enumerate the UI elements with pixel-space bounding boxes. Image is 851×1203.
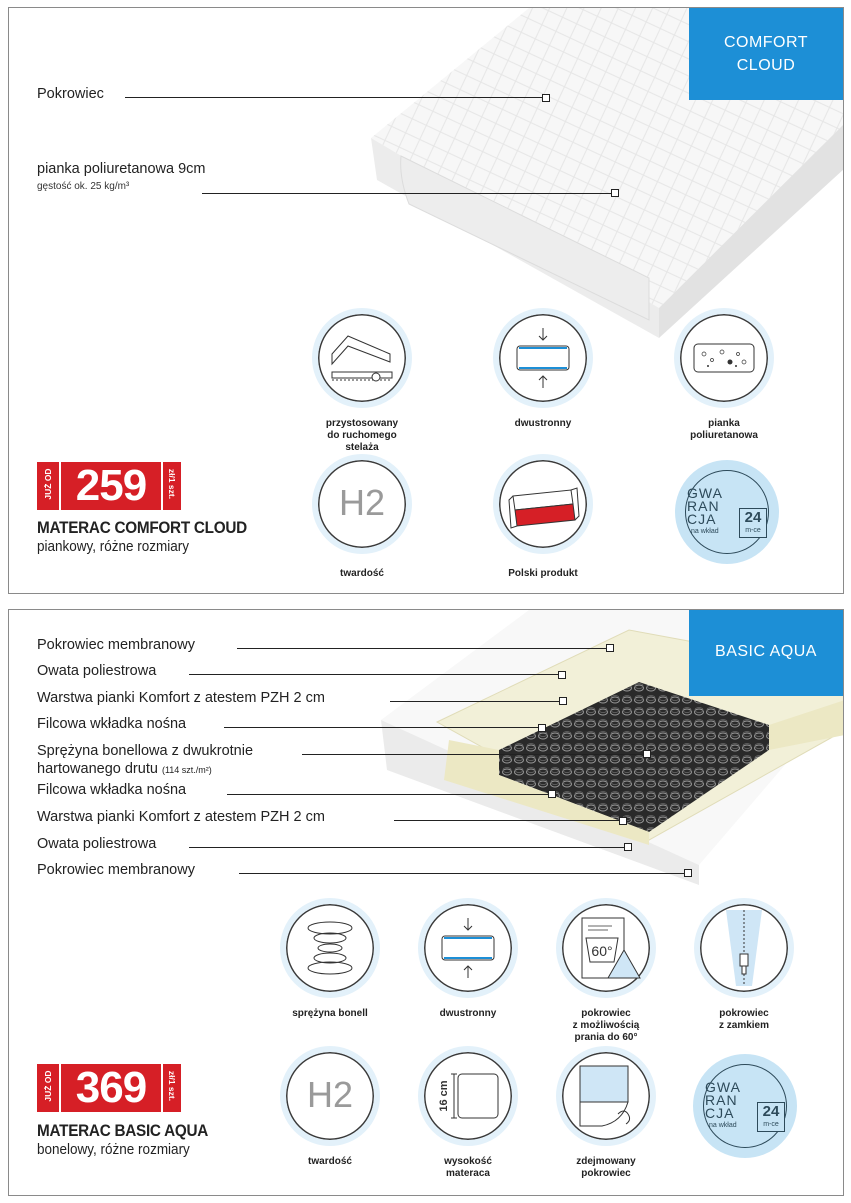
leader-dot xyxy=(548,790,556,798)
layer-label-line2: hartowanego drutu (114 szt./m²) xyxy=(37,761,212,777)
leader-dot xyxy=(559,697,567,705)
hardness-icon xyxy=(312,454,412,554)
layer-label: Pokrowiec membranowy xyxy=(37,637,195,653)
feature-label: zdejmowany pokrowiec xyxy=(576,1156,636,1179)
price-suffix: zł/1 szt. xyxy=(167,1070,177,1102)
feature-label: dwustronny xyxy=(514,418,572,429)
double-sided-icon xyxy=(424,904,512,992)
feature-label: przystosowany do ruchomego stelaża xyxy=(325,418,399,453)
layer-label: Filcowa wkładka nośna xyxy=(37,716,187,732)
warranty-number: 24 xyxy=(744,509,762,526)
feature-hardness xyxy=(297,454,427,580)
leader-dot xyxy=(643,750,651,758)
height-icon xyxy=(424,1052,512,1140)
price-prefix: JUŻ OD xyxy=(43,468,53,500)
foam-icon xyxy=(680,314,768,402)
leader-line xyxy=(394,820,620,821)
feature-polish-product xyxy=(478,454,608,580)
badge-line-1: BASIC AQUA xyxy=(715,643,817,660)
leader-line xyxy=(202,193,612,194)
spring-icon xyxy=(286,904,374,992)
wash-temp: 60° xyxy=(591,943,613,959)
warranty-number: 24 xyxy=(762,1103,780,1120)
price-prefix: JUŻ OD xyxy=(43,1070,53,1102)
leader-dot xyxy=(606,644,614,652)
leader-line xyxy=(189,847,625,848)
feature-label: twardość xyxy=(308,1156,352,1167)
feature-label: pokrowiec z możliwością prania do 60° xyxy=(572,1008,640,1043)
warranty-text: GWA RAN CJA xyxy=(687,485,723,527)
feature-zipper-cover xyxy=(679,898,809,1032)
layer-label: Owata poliestrowa xyxy=(37,663,157,679)
feature-label: sprężyna bonell xyxy=(292,1008,368,1019)
leader-dot xyxy=(619,817,627,825)
warranty-months-box xyxy=(757,1102,785,1132)
layer-label: Filcowa wkładka nośna xyxy=(37,782,187,798)
feature-label: Polski produkt xyxy=(508,568,578,579)
zipper-icon xyxy=(700,904,788,992)
leader-dot xyxy=(538,724,546,732)
feature-label: pokrowiec z zamkiem xyxy=(718,1008,770,1031)
layer-label: pianka poliuretanowa 9cm xyxy=(37,161,206,177)
warranty-months-box xyxy=(739,508,767,538)
warranty-badge xyxy=(675,460,779,564)
layer-label: Sprężyna bonellowa z dwukrotnie xyxy=(37,743,254,759)
adjustable-bed-icon xyxy=(318,314,406,402)
layer-note: (114 szt./m²) xyxy=(161,765,212,775)
feature-height xyxy=(403,1046,533,1180)
product-name: MATERAC BASIC AQUA xyxy=(37,1121,209,1140)
double-sided-icon xyxy=(499,314,587,402)
product-card-basic-aqua xyxy=(8,609,844,1196)
badge-line-1: COMFORT xyxy=(723,34,809,51)
feature-double-sided xyxy=(403,898,533,1020)
layer-label: Pokrowiec xyxy=(37,86,104,102)
feature-double-sided xyxy=(478,308,608,430)
hardness-value: H2 xyxy=(306,1074,354,1115)
warranty-unit: m-ce xyxy=(763,1121,779,1128)
feature-label: dwustronny xyxy=(439,1008,497,1019)
warranty-small: na wkład xyxy=(709,1122,737,1129)
layer-label: Warstwa pianki Komfort z atestem PZH 2 cm xyxy=(37,690,325,706)
layer-label: Pokrowiec membranowy xyxy=(37,862,195,878)
warranty-text: GWA RAN CJA xyxy=(705,1079,741,1121)
product-subtitle: piankowy, różne rozmiary xyxy=(37,538,190,555)
product-subtitle: bonelowy, różne rozmiary xyxy=(37,1141,190,1158)
feature-foam xyxy=(659,308,789,442)
height-value: 16 cm xyxy=(437,1080,450,1112)
removable-cover-icon xyxy=(562,1052,650,1140)
washing-icon xyxy=(562,904,650,992)
warranty-small: na wkład xyxy=(691,528,719,535)
product-name: MATERAC COMFORT CLOUD xyxy=(37,518,247,537)
leader-line xyxy=(237,648,607,649)
leader-line xyxy=(224,727,539,728)
leader-dot xyxy=(558,671,566,679)
hardness-value: H2 xyxy=(338,482,386,523)
leader-line xyxy=(390,701,560,702)
leader-dot xyxy=(624,843,632,851)
feature-washable-cover xyxy=(541,898,671,1044)
leader-line xyxy=(189,674,559,675)
layer-label: Warstwa pianki Komfort z atestem PZH 2 cm xyxy=(37,809,325,825)
layer-label: Owata poliestrowa xyxy=(37,836,157,852)
leader-line xyxy=(239,873,685,874)
feature-removable-cover xyxy=(541,1046,671,1180)
product-badge xyxy=(689,8,843,100)
warranty-unit: m-ce xyxy=(745,527,761,534)
feature-label: wysokość materaca xyxy=(444,1156,492,1179)
price-value: 259 xyxy=(61,462,161,510)
polish-flag-icon xyxy=(499,460,587,548)
hardness-icon xyxy=(280,1046,380,1146)
leader-line xyxy=(125,97,543,98)
leader-dot xyxy=(611,189,619,197)
price-value: 369 xyxy=(61,1064,161,1112)
badge-line-2: CLOUD xyxy=(736,57,796,74)
price-suffix: zł/1 szt. xyxy=(167,468,177,500)
leader-dot xyxy=(542,94,550,102)
feature-adjustable-bed xyxy=(297,308,427,454)
product-badge xyxy=(689,610,843,696)
leader-dot xyxy=(684,869,692,877)
leader-line xyxy=(227,794,549,795)
product-card-comfort-cloud xyxy=(8,7,844,594)
feature-label: twardość xyxy=(340,568,384,579)
warranty-badge xyxy=(693,1054,797,1158)
feature-hardness xyxy=(265,1046,395,1168)
feature-bonell-spring xyxy=(265,898,395,1020)
layer-sublabel: gęstość ok. 25 kg/m³ xyxy=(37,181,130,192)
leader-line xyxy=(302,754,644,755)
feature-label: pianka poliuretanowa xyxy=(690,418,758,441)
